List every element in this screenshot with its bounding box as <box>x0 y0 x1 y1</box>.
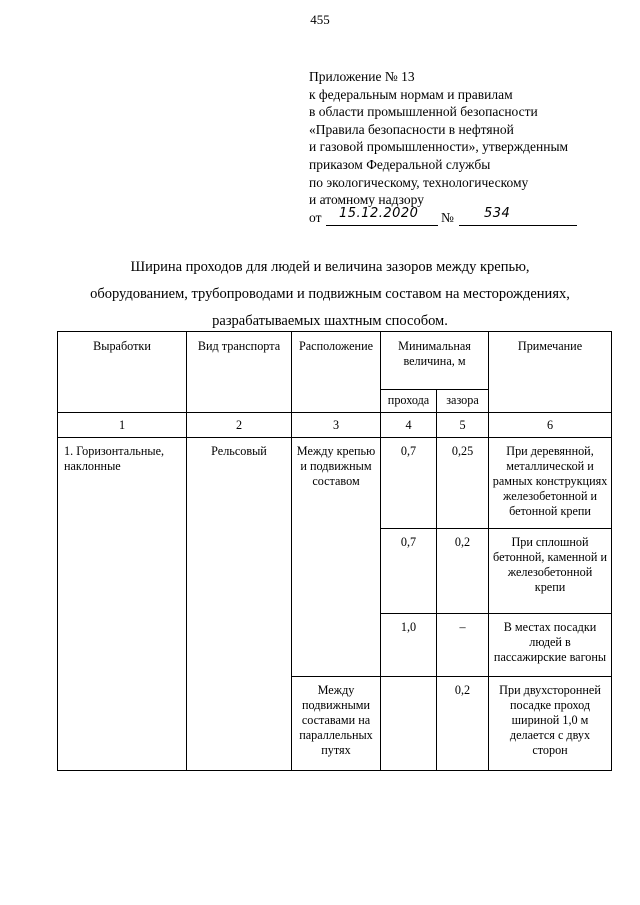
header-clearance: зазора <box>437 390 489 413</box>
cell-passage: 0,7 <box>381 438 437 529</box>
table-row <box>58 438 612 529</box>
cell-location: Между подвижными составами на параллельных путях <box>292 677 381 771</box>
header-min-value: Минимальная величина, м <box>381 332 489 390</box>
cell-clearance: – <box>437 614 489 677</box>
cell-clearance: 0,2 <box>437 529 489 614</box>
page-number: 455 <box>310 12 330 27</box>
table-heading <box>40 254 620 335</box>
cell-passage <box>381 677 437 771</box>
cell-transport: Рельсовый <box>187 438 292 771</box>
cell-note: При сплошной бетонной, каменной и железобетонной крепи <box>489 529 612 614</box>
cell-clearance: 0,2 <box>437 677 489 771</box>
header-location: Расположение <box>292 332 381 413</box>
cell-location: Между крепью и подвижным составом <box>292 438 381 677</box>
cell-note: В местах посадки людей в пассажирские вагоны <box>489 614 612 677</box>
column-number-row <box>58 413 612 438</box>
cell-clearance: 0,25 <box>437 438 489 529</box>
table-header-row <box>58 332 612 390</box>
appendix-line: и газовой промышленности», утвержденным <box>309 139 569 155</box>
appendix-line: и атомному надзору <box>309 192 424 208</box>
heading-line: Ширина проходов для людей и величина зазоров между крепью, <box>130 259 530 275</box>
heading-line: разрабатываемых шахтным способом. <box>212 313 448 329</box>
header-transport: Вид транспорта <box>187 332 292 413</box>
appendix-title: Приложение № 13 <box>309 69 415 84</box>
cell-workings: 1. Горизонтальные, наклонные <box>58 438 187 771</box>
appendix-line: «Правила безопасности в нефтяной <box>309 121 514 137</box>
number-underline <box>459 225 577 226</box>
header-passage: прохода <box>381 390 437 413</box>
column-number: 6 <box>489 413 612 438</box>
appendix-line: по экологическому, технологическому <box>309 174 529 190</box>
column-number: 5 <box>437 413 489 438</box>
cell-note: При деревянной, металлической и рамных конструкциях железобетонной и бетонной крепи <box>489 438 612 529</box>
appendix-block <box>309 68 568 227</box>
column-number: 3 <box>292 413 381 438</box>
cell-passage: 0,7 <box>381 529 437 614</box>
column-number: 2 <box>187 413 292 438</box>
order-date-number-line <box>309 205 568 227</box>
number-label: № <box>441 209 454 225</box>
heading-line: оборудованием, трубопроводами и подвижным составом на месторождениях, <box>90 286 570 302</box>
appendix-line: к федеральным нормам и правилам <box>309 86 513 102</box>
header-note: Примечание <box>489 332 612 413</box>
cell-note: При двухсторонней посадке проход шириной 1,0 м делается с двух сторон <box>489 677 612 771</box>
header-workings: Выработки <box>58 332 187 413</box>
handwritten-number: 534 <box>484 205 511 221</box>
column-number: 1 <box>58 413 187 438</box>
column-number: 4 <box>381 413 437 438</box>
from-label: от <box>309 209 322 225</box>
handwritten-date: 15.12.2020 <box>339 205 419 221</box>
appendix-line: в области промышленной безопасности <box>309 104 538 120</box>
cell-passage: 1,0 <box>381 614 437 677</box>
clearance-table <box>57 331 612 771</box>
date-underline <box>326 225 438 226</box>
appendix-line: приказом Федеральной службы <box>309 156 491 172</box>
